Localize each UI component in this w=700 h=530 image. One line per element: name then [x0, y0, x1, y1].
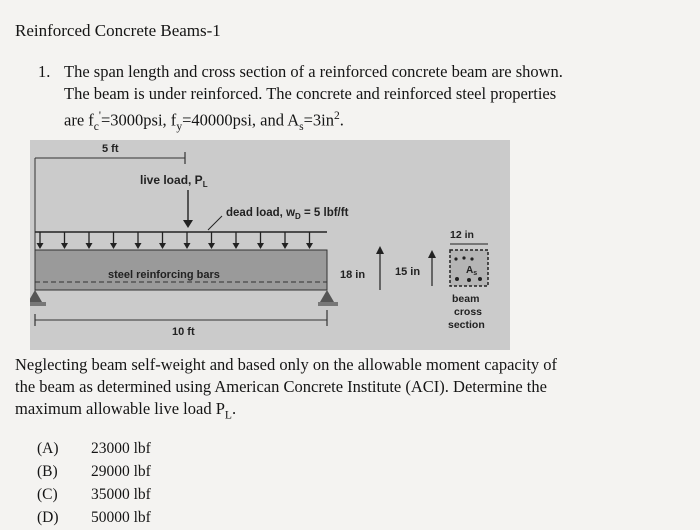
- question-line-3-sub: L: [224, 409, 232, 422]
- question-line-1: Neglecting beam self-weight and based only on the allowable moment capacity of: [15, 355, 558, 374]
- fc-value: =3000psi, f: [101, 110, 177, 130]
- choice-a[interactable]: [37, 437, 151, 460]
- udl-arrow-head: [208, 243, 215, 249]
- distributed-load-arrows: [37, 232, 314, 249]
- udl-arrow-head: [61, 243, 68, 249]
- as-sub: s: [299, 120, 304, 133]
- udl-arrow-head: [110, 243, 117, 249]
- as-label: $A_s$: [466, 265, 478, 277]
- as-value: =3in: [303, 110, 334, 130]
- live-load-label: live load, $P_L$: [140, 173, 208, 189]
- fc-sub: c: [93, 120, 99, 133]
- section-label-3: section: [448, 319, 485, 331]
- question-line-3-end: .: [231, 399, 237, 418]
- question-text: [15, 354, 675, 426]
- problem-line-2: The beam is under reinforced. The concrete and reinforced steel properties: [64, 84, 557, 103]
- udl-arrow-head: [135, 243, 142, 249]
- question-line-3: [15, 398, 675, 426]
- problem-number: 1.: [38, 62, 51, 81]
- section-label-1: beam: [452, 293, 480, 305]
- rebar-dot: [455, 277, 459, 281]
- question-line-2: the beam as determined using American Concrete Institute (ACI). Determine the: [15, 377, 547, 396]
- problem-end: .: [339, 110, 344, 130]
- udl-arrow-head: [282, 243, 289, 249]
- rebar-dot: [467, 278, 471, 282]
- right-ground: [318, 302, 338, 306]
- left-ground: [30, 302, 46, 306]
- question-line-3-prefix: maximum allowable live load P: [15, 399, 225, 418]
- section-label-2: cross: [454, 306, 483, 318]
- udl-arrow-head: [37, 243, 44, 249]
- problem-text: [64, 61, 678, 138]
- top-dim-label: 5 ft: [102, 143, 119, 155]
- problem-statement: [38, 61, 678, 138]
- section-dot: [454, 257, 457, 260]
- beam-diagram: [30, 140, 510, 350]
- width-label: 12 in: [450, 229, 474, 241]
- udl-arrow-head: [233, 243, 240, 249]
- udl-arrow-head: [159, 243, 166, 249]
- udl-arrow-head: [257, 243, 264, 249]
- answer-choices: [37, 437, 151, 529]
- choice-label: (A): [37, 440, 59, 457]
- effective-depth-label: 15 in: [395, 266, 421, 278]
- rebar-dot: [478, 277, 482, 281]
- choice-label: (D): [37, 509, 59, 526]
- choice-value: 23000 lbf: [91, 440, 151, 457]
- problem-line-1: The span length and cross section of a reinforced concrete beam are shown.: [64, 62, 563, 81]
- dead-load-leader: [208, 216, 222, 230]
- choice-label: (B): [37, 463, 58, 480]
- fc-prime: ': [98, 110, 101, 122]
- problem-line-3: [64, 105, 678, 138]
- choice-c[interactable]: [37, 483, 151, 506]
- total-depth-arrow: [376, 246, 384, 254]
- total-depth-label: 18 in: [340, 269, 366, 281]
- left-support: [30, 290, 42, 302]
- section-dot: [462, 256, 465, 259]
- choice-value: 50000 lbf: [91, 509, 151, 526]
- choice-value: 29000 lbf: [91, 463, 151, 480]
- choice-d[interactable]: [37, 506, 151, 529]
- choice-b[interactable]: [37, 460, 151, 483]
- steel-label: steel reinforcing bars: [108, 269, 220, 281]
- choice-value: 35000 lbf: [91, 486, 151, 503]
- udl-arrow-head: [184, 243, 191, 249]
- section-dot: [470, 257, 473, 260]
- effective-depth-arrow: [428, 250, 436, 258]
- bottom-dim-label: 10 ft: [172, 326, 195, 338]
- beam-figure: [30, 140, 510, 350]
- fy-value: =40000psi, and A: [182, 110, 300, 130]
- right-support: [320, 290, 334, 302]
- fc-prefix: are f: [64, 110, 94, 130]
- page-title: Reinforced Concrete Beams-1: [15, 21, 221, 40]
- live-load-arrowhead: [183, 220, 193, 228]
- choice-label: (C): [37, 486, 58, 503]
- fy-sub: y: [176, 120, 183, 133]
- dead-load-label: dead load, $w_D = 5$ lbf/ft: [226, 207, 349, 221]
- udl-arrow-head: [86, 243, 93, 249]
- as-sup: 2: [334, 110, 340, 122]
- udl-arrow-head: [306, 243, 313, 249]
